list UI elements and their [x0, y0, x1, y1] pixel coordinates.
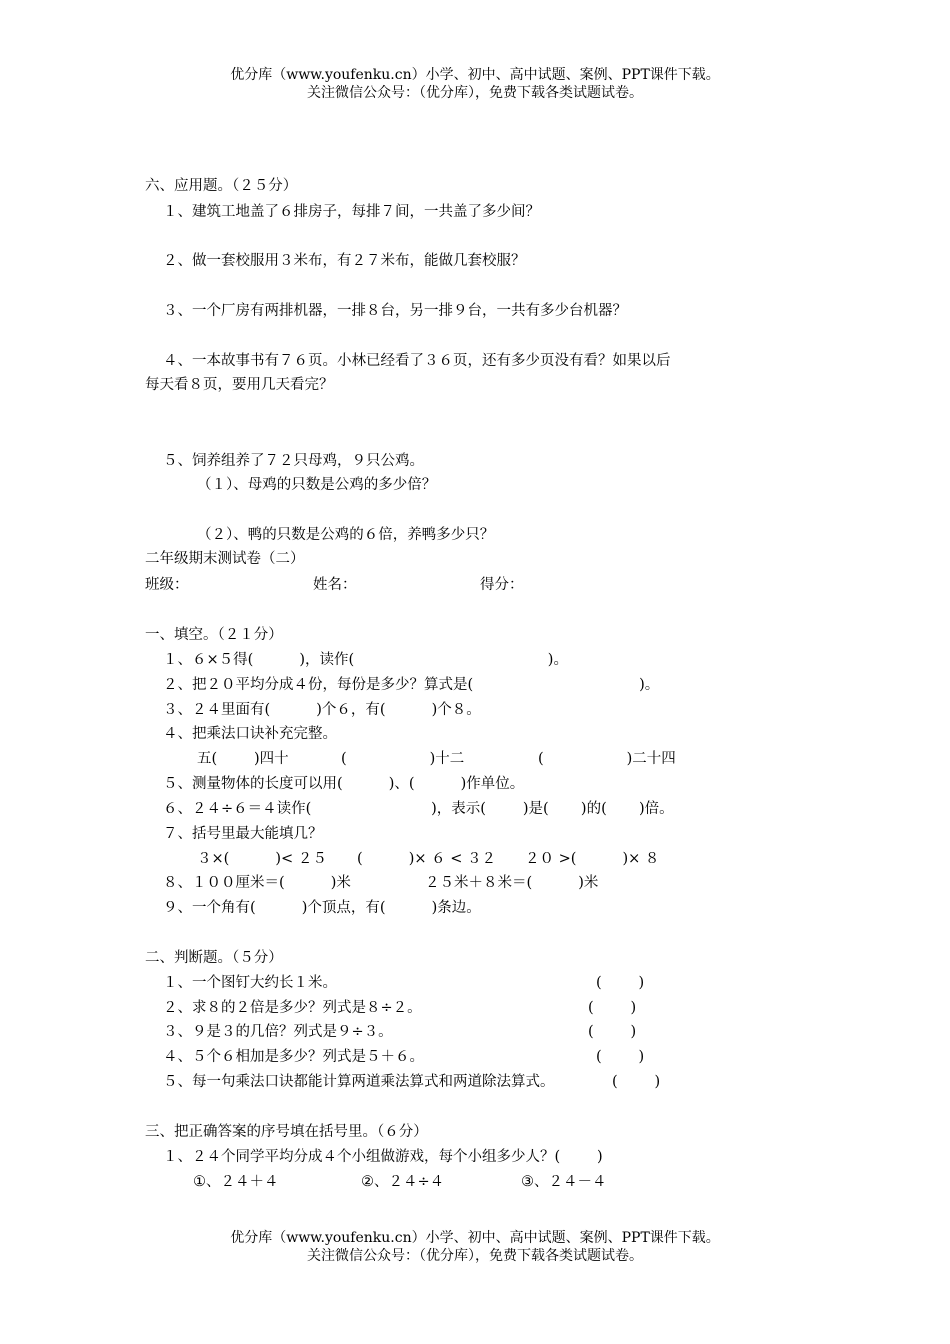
judgment-item-5: ５、每一句乘法口诀都能计算两道乘法算式和两道除法算式。 [163, 1074, 555, 1090]
judgment-answer-bracket-1: ( ) [596, 975, 645, 991]
section-3-title: 三、把正确答案的序号填在括号里。（６分） [145, 1124, 428, 1140]
section-6-title: 六、应用题。（２５分） [145, 178, 298, 194]
judgment-item-4: ４、５个６相加是多少？列式是５＋６。 [163, 1049, 424, 1065]
page-footer-line-1: 优分库（www.youfenku.cn）小学、初中、高中试题、案例、PPT课件下载。 [230, 1230, 720, 1246]
section-1-question-4-c: ( )二十四 [538, 751, 676, 767]
section-1-title: 一、填空。（２１分） [145, 627, 283, 643]
section-6-question-5: ５、饲养组养了７２只母鸡，９只公鸡。 [163, 453, 424, 469]
section-6-question-4-line-1: ４、一本故事书有７６页。小林已经看了３６页，还有多少页没有看？如果以后 [163, 353, 671, 369]
judgment-item-2: ２、求８的２倍是多少？列式是８÷２。 [163, 1000, 422, 1016]
section-1-question-7-c: ２０ >( )× ８ [525, 851, 660, 867]
section-1-question-1: １、６×５得( )，读作( )。 [163, 652, 568, 668]
score-label: 得分： [480, 577, 524, 593]
section-1-question-2: ２、把２０平均分成４份，每份是多少？算式是( )。 [163, 677, 660, 693]
class-label: 班级： [145, 577, 189, 593]
judgment-answer-bracket-4: ( ) [596, 1049, 645, 1065]
section-6-question-1: １、建筑工地盖了６排房子，每排７间，一共盖了多少间？ [163, 204, 540, 220]
section-1-question-4-b: ( )十二 [341, 751, 465, 767]
section-1-question-3: ３、２４里面有( )个６，有( )个８。 [163, 702, 481, 718]
section-1-question-5: ５、测量物体的长度可以用( )、( )作单位。 [163, 776, 525, 792]
section-6-question-4-line-2: 每天看８页，要用几天看完？ [145, 377, 334, 393]
section-2-title: 二、判断题。（５分） [145, 950, 283, 966]
choice-option-1: ①、２４＋４ [193, 1174, 279, 1190]
section-1-question-9: ９、一个角有( )个顶点，有( )条边。 [163, 900, 481, 916]
section-1-question-7: ７、括号里最大能填几？ [163, 826, 323, 842]
choice-option-2: ②、２４÷４ [361, 1174, 445, 1190]
section-1-question-6: ６、２４÷６＝４读作( )，表示( )是( )的( )倍。 [163, 801, 674, 817]
section-1-question-7-b: ( )× ６ < ３２ [357, 851, 497, 867]
page-header-line-2: 关注微信公众号：（优分库），免费下载各类试题试卷。 [307, 85, 643, 101]
page-footer-line-2: 关注微信公众号：（优分库），免费下载各类试题试卷。 [307, 1248, 643, 1264]
judgment-answer-bracket-2: ( ) [588, 1000, 637, 1016]
section-6-question-5-sub-1: （１）、母鸡的只数是公鸡的多少倍？ [197, 477, 437, 493]
section-1-question-8-a: ８、１００厘米＝( )米 [163, 875, 351, 891]
page-header-line-1: 优分库（www.youfenku.cn）小学、初中、高中试题、案例、PPT课件下载。 [230, 67, 720, 83]
section-1-question-7-a: ３×( )< ２５ [197, 851, 327, 867]
exam-title: 二年级期末测试卷（二） [145, 551, 305, 567]
section-6-question-2: ２、做一套校服用３米布，有２７米布，能做几套校服？ [163, 253, 526, 269]
section-1-question-8-b: ２５米＋８米＝( )米 [425, 875, 599, 891]
section-3-question-1: １、２４个同学平均分成４个小组做游戏，每个小组多少人？( ) [163, 1149, 603, 1165]
section-6-question-5-sub-2: （２）、鸭的只数是公鸡的６倍，养鸭多少只？ [197, 527, 495, 543]
section-1-question-4: ４、把乘法口诀补充完整。 [163, 726, 337, 742]
choice-option-3: ③、２４－４ [521, 1174, 607, 1190]
judgment-answer-bracket-5: ( ) [612, 1074, 661, 1090]
section-1-question-4-a: 五( )四十 [197, 751, 289, 767]
section-6-question-3: ３、一个厂房有两排机器，一排８台，另一排９台，一共有多少台机器？ [163, 303, 627, 319]
judgment-answer-bracket-3: ( ) [588, 1024, 637, 1040]
name-label: 姓名： [313, 577, 357, 593]
judgment-item-3: ３、９是３的几倍？列式是９÷３。 [163, 1024, 393, 1040]
judgment-item-1: １、一个图钉大约长１米。 [163, 975, 337, 991]
